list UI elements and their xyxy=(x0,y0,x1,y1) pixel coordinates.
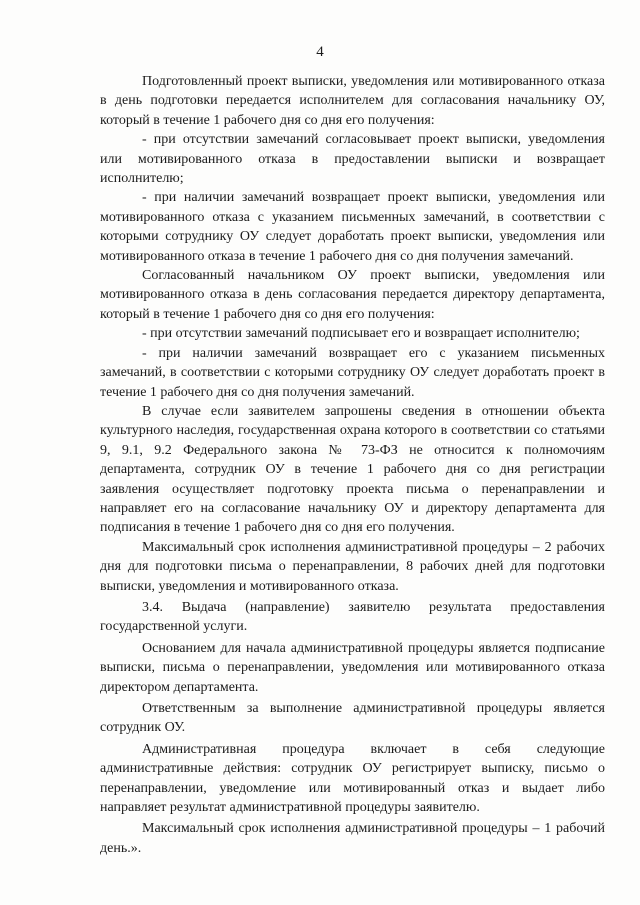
paragraph: Ответственным за выполнение административной процедуры является сотрудник ОУ. xyxy=(100,701,605,736)
page-number: 4 xyxy=(316,44,324,60)
paragraph: - при отсутствии замечаний согласовывает проект выписки, уведомления или мотивированного отказа в предоставлении выписки и возвращает исполнителю; xyxy=(100,132,605,187)
paragraph: Административная процедура включает в себя следующие административные действия: сотрудник ОУ регистрирует выписку, письмо о перенаправлении, уведомление или мотивированный отказ и выдает либо направляет результат административной процедуры заявителю. xyxy=(100,741,605,816)
paragraph: Основанием для начала административной процедуры является подписание выписки, письма о перенаправлении, уведомления или мотивированного отказа директором департамента. xyxy=(100,640,605,695)
document-body xyxy=(100,72,605,858)
paragraph: - при наличии замечаний возвращает проект выписки, уведомления или мотивированного отказа с указанием письменных замечаний, в соответствии с которыми сотруднику ОУ следует доработать проект выписки, уведомления или мотивированного отказа в течение 1 рабочего дня со дня получения замечаний. xyxy=(100,190,605,264)
paragraph: Максимальный срок исполнения административной процедуры – 2 рабочих дня для подготовки письма о перенаправлении, 8 рабочих дней для подготовки выписки, уведомления и мотивированного отказа. xyxy=(100,539,605,594)
paragraph: - при отсутствии замечаний подписывает его и возвращает исполнителю; xyxy=(142,326,580,342)
paragraph: - при наличии замечаний возвращает его с указанием письменных замечаний, в соответствии с которыми сотруднику ОУ следует доработать проект в течение 1 рабочего дня со дня получения замечаний. xyxy=(100,345,605,400)
section-heading: 3.4. Выдача (направление) заявителю результата предоставления государственной услуги. xyxy=(100,599,605,635)
paragraph: Подготовленный проект выписки, уведомления или мотивированного отказа в день подготовки передается исполнителем для согласования начальнику ОУ, который в течение 1 рабочего дня со дня его получения: xyxy=(100,74,605,128)
paragraph: Согласованный начальником ОУ проект выписки, уведомления или мотивированного отказа в день согласования передается директору департамента, который в течение 1 рабочего дня со дня его получения: xyxy=(100,268,605,322)
paragraph: Максимальный срок исполнения административной процедуры – 1 рабочий день.». xyxy=(100,821,605,856)
paragraph: В случае если заявителем запрошены сведения в отношении объекта культурного наследия, государственная охрана которого в соответствии со статьями 9, 9.1, 9.2 Федерального закона № 73-ФЗ не относится к полномочиям департамента, сотрудник ОУ в течение 1 рабочего дня со дня регистрации заявления осуществляет подготовку проекта письма о перенаправлении и направляет его на согласование начальнику ОУ и директору департамента для подписания в течение 1 рабочего дня со дня его получения. xyxy=(100,403,605,536)
